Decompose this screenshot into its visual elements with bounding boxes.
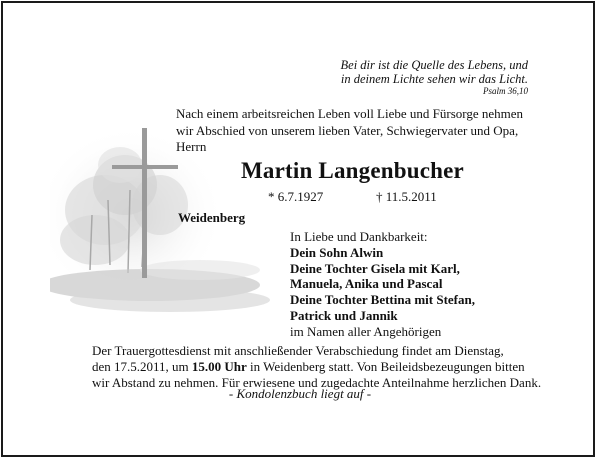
service-line-2 [92,359,562,375]
psalm-line-2: in deinem Lichte sehen wir das Licht. [340,72,528,86]
psalm-reference: Psalm 36,10 [483,86,528,96]
intro-line-2: wir Abschied von unserem lieben Vater, Schwiegervater und Opa, [176,122,519,138]
intro-line-1: Nach einem arbeitsreichen Leben voll Liebe und Fürsorge nehmen [176,106,524,121]
birth-date: * 6.7.1927 [268,189,324,204]
mourners-closing: im Namen aller Angehörigen [290,323,442,339]
mourners-intro: In Liebe und Dankbarkeit: [290,229,428,244]
death-date: † 11.5.2011 [376,189,437,204]
condolence-book-note: - Kondolenzbuch liegt auf - [228,386,372,401]
service-line-2-end: in Weidenberg statt. Von Beileidsbezeugungen bitten [246,359,525,374]
mourner-line: Deine Tochter Gisela mit Karl, [290,260,460,276]
psalm-line-1: Bei dir ist die Quelle des Lebens, und [340,58,528,72]
mourner-line: Deine Tochter Bettina mit Stefan, [290,292,475,308]
psalm-quote [341,58,528,97]
place-name: Weidenberg [178,210,246,225]
intro-text [176,106,576,156]
mourner-line: Manuela, Anika und Pascal [290,276,443,292]
mourner-line: Patrick und Jannik [290,307,398,323]
deceased-name: Martin Langenbucher [241,158,464,183]
service-line-3: wir Abstand zu nehmen. Für erwiesene und zugedachte Anteilnahme herzlichen Dank. [92,375,542,390]
intro-line-3: Herrn [176,139,207,154]
mourner-line: Dein Sohn Alwin [290,244,384,260]
service-line-1: Der Trauergottesdienst mit anschließender Verabschiedung findet am Dienstag, [92,343,504,358]
service-announcement [92,343,562,391]
mourners-list [290,229,475,340]
service-line-2-start: den 17.5.2011, um [92,359,192,374]
service-time: 15.00 Uhr [191,359,247,374]
